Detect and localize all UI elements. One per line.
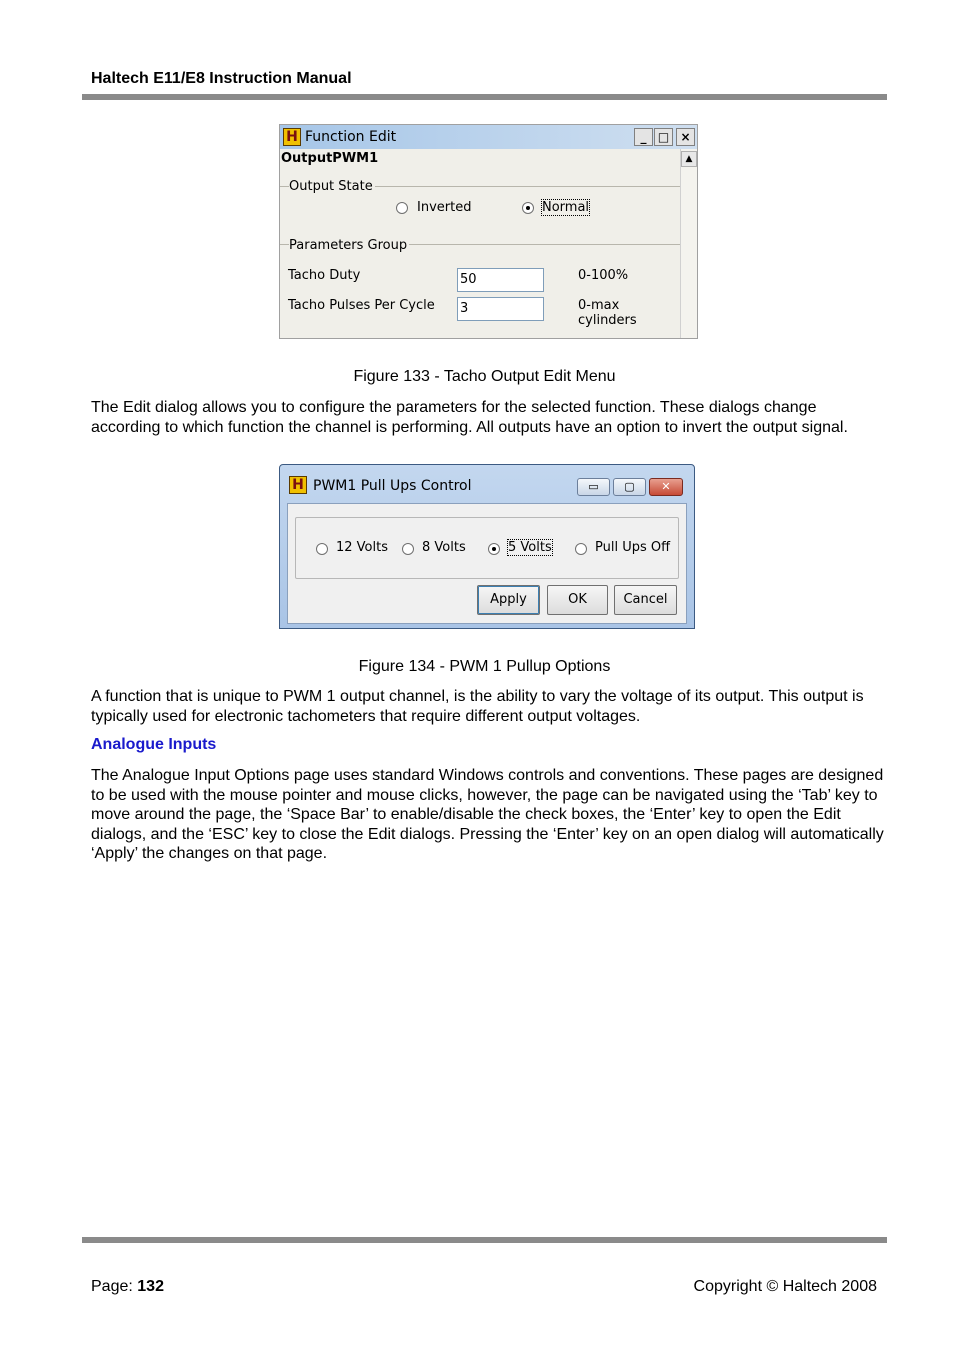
output-state-label: Output State bbox=[289, 179, 373, 194]
tacho-duty-label: Tacho Duty bbox=[288, 268, 361, 283]
label-5-volts: 5 Volts bbox=[508, 540, 552, 555]
voltage-options-group bbox=[295, 517, 679, 579]
tacho-pulses-range: 0-max cylinders bbox=[578, 298, 637, 328]
radio-8-volts[interactable] bbox=[402, 543, 414, 555]
dialog-content bbox=[280, 149, 680, 339]
page-number-text bbox=[91, 1278, 164, 1296]
page-label: Page: bbox=[91, 1278, 133, 1295]
inverted-radio[interactable] bbox=[396, 202, 408, 214]
paragraph-edit-dialog: The Edit dialog allows you to configure the parameters for the selected function. These dialogs change according to which function the channel is performing. All outputs have an option to invert the output signal. bbox=[91, 399, 848, 436]
normal-label: Normal bbox=[542, 200, 590, 215]
tacho-duty-input[interactable]: 50 bbox=[457, 268, 544, 292]
haltech-logo-icon: H bbox=[289, 476, 307, 494]
figure-133-caption: Figure 133 - Tacho Output Edit Menu bbox=[353, 368, 616, 385]
copyright-text: Copyright © Haltech 2008 bbox=[693, 1278, 877, 1295]
ok-button[interactable]: OK bbox=[547, 585, 608, 615]
window-title: Function Edit bbox=[305, 129, 397, 145]
cancel-button[interactable]: Cancel bbox=[614, 585, 677, 615]
tacho-duty-range: 0-100% bbox=[578, 268, 629, 283]
maximize-button[interactable]: ▢ bbox=[613, 478, 646, 496]
tacho-pulses-label: Tacho Pulses Per Cycle bbox=[288, 298, 435, 313]
radio-5-volts[interactable] bbox=[488, 543, 500, 555]
radio-pull-ups-off[interactable] bbox=[575, 543, 587, 555]
manual-title: Haltech E11/E8 Instruction Manual bbox=[91, 70, 352, 87]
dialog-client-area bbox=[287, 503, 687, 624]
function-edit-dialog bbox=[279, 124, 698, 339]
haltech-logo-icon: H bbox=[283, 128, 301, 146]
header-rule bbox=[82, 94, 887, 100]
footer-rule bbox=[82, 1237, 887, 1243]
pull-ups-dialog bbox=[279, 464, 695, 629]
label-8-volts: 8 Volts bbox=[422, 540, 466, 555]
function-name: OutputPWM1 bbox=[281, 151, 379, 166]
paragraph-analogue-inputs: The Analogue Input Options page uses standard Windows controls and conventions. These pages are designed to be used with the mouse pointer and mouse clicks, however, the page can be navigated using the ‘Tab’ key to move around the page, the ‘Space Bar’ to enable/disable the check boxes, the ‘Enter’ key to open the Edit dialogs, and the ‘ESC’ key to close the Edit dialogs. Pressing the ‘Enter’ key on an open dialog will automatically ‘Apply’ the changes on that page. bbox=[91, 767, 884, 863]
vertical-scrollbar[interactable] bbox=[680, 149, 697, 339]
inverted-label: Inverted bbox=[417, 200, 472, 215]
page-number: 132 bbox=[137, 1278, 164, 1295]
minimize-button[interactable]: ▭ bbox=[577, 478, 610, 496]
figure-134-caption: Figure 134 - PWM 1 Pullup Options bbox=[358, 658, 611, 675]
tacho-pulses-input[interactable]: 3 bbox=[457, 297, 544, 321]
normal-radio[interactable] bbox=[522, 202, 534, 214]
close-button[interactable]: × bbox=[676, 128, 695, 146]
maximize-button[interactable]: □ bbox=[654, 128, 673, 146]
label-12-volts: 12 Volts bbox=[336, 540, 388, 555]
apply-button[interactable]: Apply bbox=[477, 585, 540, 615]
scroll-up-icon[interactable]: ▲ bbox=[681, 151, 697, 167]
minimize-button[interactable]: _ bbox=[634, 128, 653, 146]
paragraph-pwm1: A function that is unique to PWM 1 output channel, is the ability to vary the voltage of its output. This output is typically used for electronic tachometers that require different output voltages. bbox=[91, 688, 864, 725]
parameters-group-label: Parameters Group bbox=[289, 238, 408, 253]
title-bar[interactable] bbox=[280, 125, 697, 149]
close-button[interactable]: ✕ bbox=[649, 478, 683, 496]
section-heading-analogue-inputs: Analogue Inputs bbox=[91, 736, 217, 753]
radio-12-volts[interactable] bbox=[316, 543, 328, 555]
window-title: PWM1 Pull Ups Control bbox=[313, 478, 472, 494]
label-pull-ups-off: Pull Ups Off bbox=[595, 540, 671, 555]
